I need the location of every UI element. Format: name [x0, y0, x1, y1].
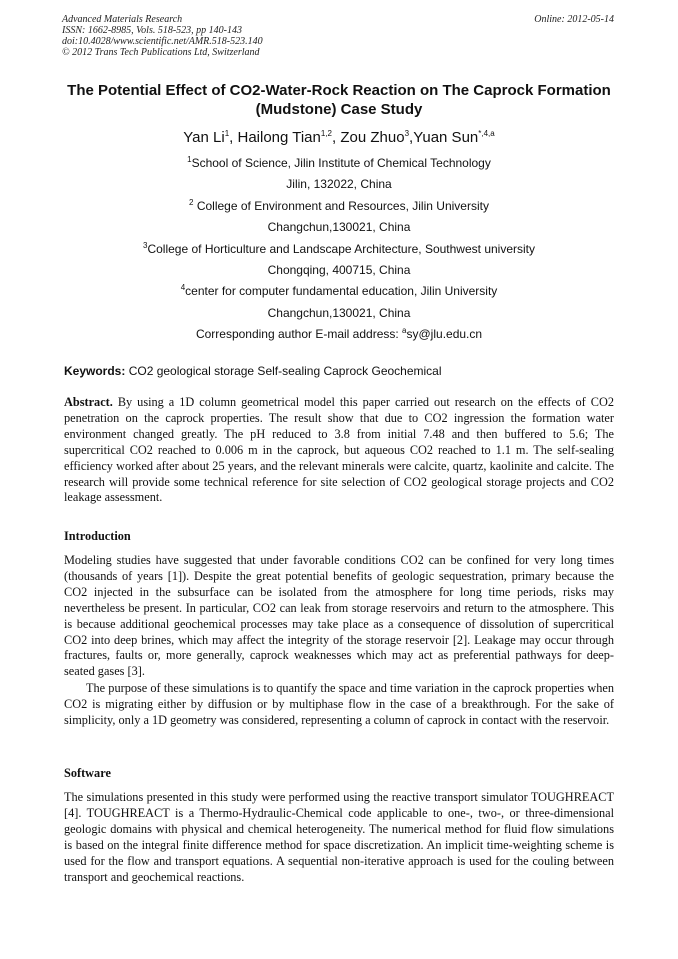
journal-name: Advanced Materials Research	[62, 14, 183, 25]
corresponding-author	[64, 324, 614, 345]
author-name: Yan Li	[183, 129, 225, 146]
keywords-label: Keywords:	[64, 364, 126, 378]
affiliation-mark: 2	[189, 197, 194, 207]
software-heading: Software	[64, 766, 111, 780]
software-paragraph-1: The simulations presented in this study were performed using the reactive transport simulator TOUGHREACT [4]. TOUGHREACT is a Thermo-Hydraulic-Chemical code applicable to one-, two-, or three-dimensional geologic domains with physical and chemical heterogeneity. The numerical method for fluid flow simulations is based on the integral finite difference method for space discretization. An implicit time-weighting scheme is used for the flow and transport equations. A sequential non-iterative approach is used for the couling between transport and geochemical reactions.	[64, 790, 614, 884]
introduction-paragraph-2: The purpose of these simulations is to quantify the space and time variation in the caprock properties when CO2 is migrating either by diffusion or by multiphase flow in the case of a breakthrough. For the sake of simplicity, only a 1D geometry was considered, representing a column of caprock in contact with the reservoir.	[64, 681, 614, 727]
author-separator: ,	[229, 129, 238, 146]
author-affiliation-mark: *,4,a	[478, 129, 495, 138]
author-list	[64, 127, 614, 149]
author-name: Zou Zhuo	[340, 129, 405, 146]
affiliation-city: Jilin, 132022, China	[286, 177, 392, 192]
online-date: Online: 2012-05-14	[534, 14, 614, 25]
affiliation-name: College of Environment and Resources, Jilin University	[193, 198, 489, 213]
affiliation	[64, 239, 614, 260]
affiliation-name: center for computer fundamental education, Jilin University	[185, 284, 498, 299]
affiliation-list	[64, 153, 614, 346]
affiliation-mark: 4	[180, 283, 186, 293]
doi: doi:10.4028/www.scientific.net/AMR.518-523.140	[62, 36, 263, 47]
keywords	[64, 363, 614, 379]
author-affiliation-mark: 1,2	[320, 129, 332, 138]
corresponding-mark: a	[402, 326, 407, 336]
author-affiliation-mark: 3	[404, 129, 410, 138]
affiliation	[64, 281, 614, 302]
abstract-label: Abstract.	[64, 395, 113, 409]
paper-title: The Potential Effect of CO2-Water-Rock Reaction on The Caprock Formation (Mudstone) Case Study	[67, 82, 611, 118]
introduction-heading: Introduction	[64, 529, 131, 543]
introduction-paragraph-1: Modeling studies have suggested that under favorable conditions CO2 can be confined for very long times (thousands of years [1]). Despite the great potential benefits of geologic sequestration, primary because the CO2 injected in the subsurface can be isolated from the atmosphere for long time periods, risks may nevertheless be present. In particular, CO2 can leak from storage reservoirs and return to the atmosphere. This is because additional geochemical processes may take place as a consequence of dissolution of supercritical CO2 into deep brines, which may affect the integrity of the storage reservoir [2]. Leakage may occur through fractures, faults or, more generally, caprock weaknesses which may act as preferential pathways for deep-seated gases [3].	[64, 553, 614, 679]
author-separator: ,	[409, 129, 414, 146]
corresponding-email[interactable]: sy@jlu.edu.cn	[406, 327, 483, 342]
affiliation-city: Chongqing, 400715, China	[267, 263, 411, 278]
affiliation-city: Changchun,130021, China	[267, 220, 411, 235]
affiliation	[64, 153, 614, 174]
issn: ISSN: 1662-8985, Vols. 518-523, pp 140-143	[62, 25, 242, 36]
abstract	[64, 395, 614, 506]
affiliation-name: School of Science, Jilin Institute of Chemical Technology	[191, 156, 491, 170]
affiliation-city: Changchun,130021, China	[267, 305, 411, 320]
journal-header	[62, 14, 263, 58]
corresponding-prefix: Corresponding author E-mail address:	[195, 327, 403, 342]
affiliation-mark: 1	[187, 155, 192, 164]
copyright: © 2012 Trans Tech Publications Ltd, Switzerland	[62, 47, 260, 58]
abstract-text: By using a 1D column geometrical model this paper carried out research on the effects of CO2 penetration on the caprock properties. The result show that due to CO2 ingression the formation water environment changed greatly. The pH reduced to 3.8 from initial 7.48 and then buffered to 5.6; The supercritical CO2 reached to 0.006 m in the caprock, but aqueous CO2 reached to 1.1 m. The self-sealing efficiency worked after about 25 years, and the relevant minerals were calcite, quartz, kaolinite and calcite. The research will provide some technical reference for site selection of CO2 geological storage projects and CO2 leakage assessment.	[64, 395, 614, 505]
affiliation-name: College of Horticulture and Landscape Architecture, Southwest university	[147, 241, 535, 256]
author-name: Yuan Sun	[413, 129, 479, 146]
author-separator: ,	[332, 129, 341, 146]
keywords-text: CO2 geological storage Self-sealing Caprock Geochemical	[125, 364, 442, 378]
author-affiliation-mark: 1	[224, 129, 230, 138]
affiliation	[64, 196, 614, 217]
affiliation-mark: 3	[143, 240, 148, 250]
author-name: Hailong Tian	[237, 129, 321, 146]
